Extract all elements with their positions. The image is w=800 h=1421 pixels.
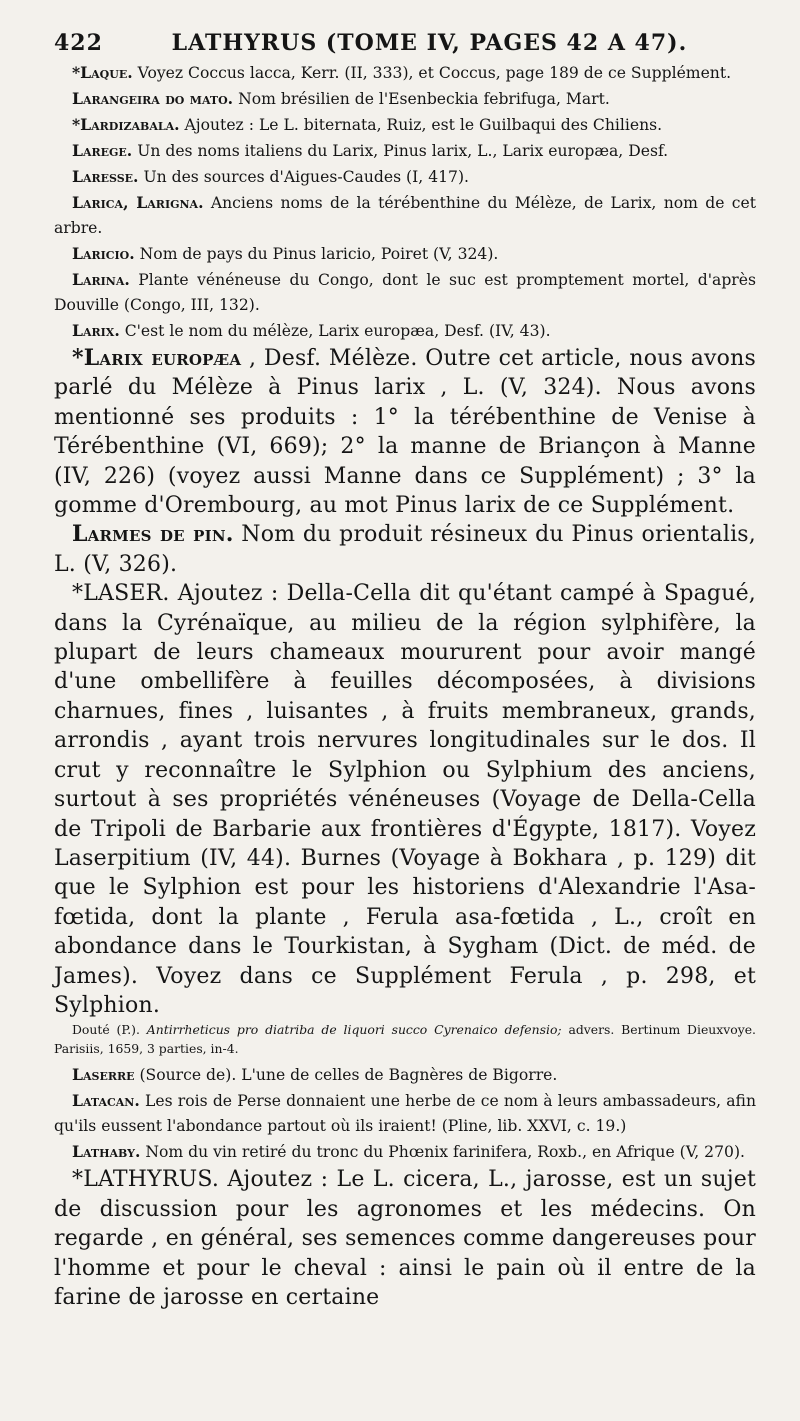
entry-laresse: Laresse. Un des sources d'Aigues-Caudes (I, 417). bbox=[72, 167, 470, 186]
entry-larangeira: Larangeira do mato. Nom brésilien de l'Esenbeckia febrifuga, Mart. bbox=[72, 89, 610, 108]
entry-lathaby: Lathaby. Nom du vin retiré du tronc du Phœnix farinifera, Roxb., en Afrique (V, 270). bbox=[72, 1142, 745, 1162]
entry-laque: *Laque. Voyez Coccus lacca, Kerr. (II, 333), et Coccus, page 189 de ce Supplément. bbox=[72, 63, 732, 82]
entry-larmes-de-pin: Larmes de pin. Nom du produit résineux du Pinus orientalis, L. (V, 326). bbox=[54, 521, 756, 577]
entry-larix-europaea: *Larix europæa , Desf. Mélèze. Outre cet article, nous avons parlé du Mélèze à Pinus larix , L. (V, 324). Nous avons mentionné ses produits : 1° la térébenthine de Venise à Térébenthine (VI, 669); 2° la manne de Briançon à Manne (IV, 226) (voyez aussi Manne dans ce Supplément) ; 3° la gomme d'Orembourg, au mot Pinus larix de ce Supplément. bbox=[54, 345, 756, 519]
bibliographic-note: Douté (P.). Antirrheticus pro diatriba de liquori succo Cyrenaico defensio; advers. Bertinum Dieuxvoye. Parisiis, 1659, 3 parties, in-4. bbox=[54, 1022, 756, 1057]
entry-latacan: Latacan. Les rois de Perse donnaient une herbe de ce nom à leurs ambassadeurs, afin qu'ils eussent l'abondance partout où ils iraient! (Pline, lib. XXVI, c. 19.) bbox=[54, 1091, 756, 1136]
entry-larix: Larix. C'est le nom du mélèze, Larix europæa, Desf. (IV, 43). bbox=[72, 321, 551, 340]
running-title: LATHYRUS (TOME IV, PAGES 42 A 47). bbox=[171, 30, 688, 56]
page-number: 422 bbox=[54, 30, 103, 56]
running-header bbox=[54, 30, 756, 56]
entry-laserre: Laserre (Source de). L'une de celles de Bagnères de Bigorre. bbox=[72, 1065, 558, 1085]
entry-lathyrus: *LATHYRUS. Ajoutez : Le L. cicera, L., jarosse, est un sujet de discussion pour les agronomes et les médecins. On regarde , en général, ses semences comme dangereuses pour l'homme et pour le cheval : ainsi le pain où il entre de la farine de jarosse en certaine bbox=[54, 1167, 756, 1310]
entry-larina: Larina. Plante vénéneuse du Congo, dont le suc est promptement mortel, d'après Douville (Congo, III, 132). bbox=[54, 270, 756, 314]
entry-larica: Larica, Larigna. Anciens noms de la térébenthine du Mélèze, de Larix, nom de cet arbre. bbox=[54, 193, 757, 237]
entry-laser: *LASER. Ajoutez : Della-Cella dit qu'étant campé à Spagué, dans la Cyrénaïque, au milieu de la région sylphifère, la plupart de leurs chameaux moururent pour avoir mangé d'une ombellifère à feuilles décomposées, à divisions charnues, fines , luisantes , à fruits membraneux, grands, arrondis , ayant trois nervures longitudinales sur le dos. Il crut y reconnaître le Sylphion ou Sylphium des anciens, surtout à ses propriétés vénéneuses (Voyage de Della-Cella de Tripoli de Barbarie aux frontières d'Égypte, 1817). Voyez Laserpitium (IV, 44). Burnes (Voyage à Bokhara , p. 129) dit que le Sylphion est pour les historiens d'Alexandrie l'Asa-fœtida, dont la plante , Ferula asa-fœtida , L., croît en abondance dans le Tourkistan, à Sygham (Dict. de méd. de James). Voyez dans ce Supplément Ferula , p. 298, et Sylphion. bbox=[54, 581, 756, 1018]
entry-larege: Larege. Un des noms italiens du Larix, Pinus larix, L., Larix europæa, Desf. bbox=[72, 141, 669, 160]
entry-lardizabala: *Lardizabala. Ajoutez : Le L. biternata, Ruiz, est le Guilbaqui des Chiliens. bbox=[72, 115, 663, 134]
entry-laricio: Laricio. Nom de pays du Pinus laricio, Poiret (V, 324). bbox=[72, 244, 499, 263]
